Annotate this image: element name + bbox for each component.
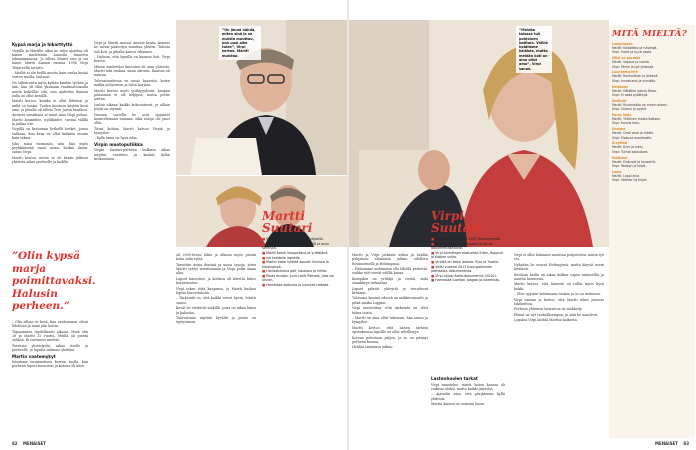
sidebar-answer-virpi: Virpi: Perhe ja työ yhdessä.	[612, 64, 655, 69]
magazine-name: MENAISET	[655, 441, 678, 446]
body-paragraph: Virpi muistelee, miten lasten kanssa oli vaikeaa aluksi, mutta kaikki järjestyi.	[431, 382, 505, 391]
right-column-4b	[431, 375, 505, 433]
body-paragraph: Vuosien varrella he ovat oppineet kuuntelemaan toisiaan, eikä riitoja ole juuri ollut.	[94, 112, 170, 126]
body-paragraph: – Haluamme molemmat olla lähellä perhettä, vaikka työt vievät välillä kauas.	[352, 267, 428, 276]
body-paragraph: Aestiiva aristikuna ei muut aina Virpi puhuu. Martti kuuntelee, nyökkäilee, vastaa välillä ja jatkaa itse.	[12, 113, 88, 126]
right-column-5	[514, 253, 604, 433]
folio-right	[655, 441, 689, 446]
body-paragraph: Virpi tekee töitä kaupassa, ja Martti kuskaa lapsia harrastuksiin.	[176, 286, 256, 295]
body-paragraph: – Tärkeintä on, että kaikki voivat hyvin, Martti sanoo.	[176, 296, 256, 305]
body-paragraph: No silloin mitä myös kylään kuuluu työhön ja niin, kun oli ollut yksinään vaatimattomalla mutta kokeillut sitä, niin ajattelen ihmisiä joilla on ollut kesällä.	[12, 80, 88, 98]
bio-item: ■ Nykyään asuu Helsingissä ja toimii dokumentaaristina.	[431, 242, 505, 250]
body-paragraph: Virpille ja Martille alkoi ne tutta ajatelua oli hänen mielestään Auniolla tunnettu taksiaiamaassa. Jo silloin Martti asui ja sai hänet Martti Aunion vuonna 1994 Virpi Ylöjärvellä tavattu.	[12, 48, 88, 70]
body-paragraph: Kotona puhutaan paljon, ja se on pitänyt perheen koossa.	[352, 335, 428, 344]
sidebar-answer-martti: Martti: Lappi aina.	[612, 173, 641, 178]
body-paragraph: Virpi nauraa ja kertoo, että Martti tekee parasta lohikeittoa.	[514, 297, 604, 306]
left-column-3	[176, 253, 256, 433]
body-paragraph: Kesäisin heillä on aikaa kulkea Lapin tuntureilla ja nauttia luonnosta.	[514, 272, 604, 281]
body-paragraph: Virpillä on kertoman hetkellä hetket, joissa valitaan, kun kesä on ollut kaikkea muuta kuin taksia.	[12, 127, 88, 141]
bio-item: ■ Martti toimii kauppiaana ja yrittäjänä.	[262, 251, 340, 255]
body-paragraph: Tässä kohtaa Martti katsoo Virpiä ja hymyilee.	[94, 126, 170, 135]
sidebar-answer-martti: Martti: Ruuanlaitto on minun alaani.	[612, 102, 668, 107]
body-paragraph: Martin kanssa se onnistui hyvin.	[431, 402, 486, 407]
bio-item: ■ Martti muuttanut Kemiin 1988 ja asuu Kemissä.	[262, 242, 340, 250]
body-paragraph: – Olin silloin se kesä, kun vanhemmat olivat lähdössä ja minä jäin kotiin.	[12, 320, 88, 329]
body-paragraph: Tarvittiin uusia ihmisiä ja uusia tapoja, joten Martti ryhtyi muuttamaan ja Virpi pohti omaa alaa.	[176, 262, 256, 276]
sidebar-answer-martti: Martti: Kalakeitto ja ruisleipä.	[612, 46, 658, 50]
body-paragraph: – Martti on aina ollut tukenani, hän sanoo ja hymyilee.	[352, 315, 428, 325]
page-number: 82	[12, 441, 18, 446]
sidebar-category: Luonteenpiirre	[612, 70, 638, 75]
body-paragraph: Minun mielestäni kasvatus oli aina yhteistä. Martti teki ruokaa, minä siivosin. Ilmassa oli naurua.	[94, 64, 170, 78]
body-paragraph: Joko minä enemmän, niin hän myös pyyhkiäisenä sanoi asian, hetkiä ilman, sanoo Virpi.	[12, 141, 88, 155]
pull-quote: ”Olin kypsä marja poimittavaksi. Halusin perheen.”	[12, 250, 96, 312]
right-column-4	[352, 253, 428, 433]
sidebar-answer-martti: Martti: Oma vene ja mökki.	[612, 131, 655, 136]
sidebar-answer-virpi: Virpi: Kaunis koru.	[612, 121, 641, 126]
sidebar-answer-virpi: Virpi: Teatteri ja kirjat.	[612, 163, 647, 168]
sidebar-category: Paras lahja	[612, 112, 632, 117]
sidebar-sections	[612, 42, 692, 182]
subheading: Virpin muotoputiikka	[94, 141, 143, 147]
sidebar-answer-martti: Martti: Elokuvat ja konsertit.	[612, 159, 656, 164]
sidebar-answer-virpi: Virpi: Välimeri ja kirjat.	[612, 178, 648, 183]
left-column-1b	[12, 320, 88, 432]
bio-item: ■ Voitti vuonna 2013 Jussi-palkinnon parhaasta dokumentista.	[431, 265, 505, 273]
subheading: Martin vaatemykyt	[12, 353, 56, 359]
sidebar-category: Loma	[612, 169, 622, 174]
body-paragraph: – Meiltä ei ole heillä muuta kuin rauha kesää varten nuolla, laulavat.	[12, 71, 88, 80]
sidebar-title: MITÄ MIELTÄ?	[612, 29, 687, 39]
body-paragraph: Nykyään he asuvat Helsingissä, mutta käyvät usein Kemissä.	[514, 262, 604, 272]
folio-left	[12, 441, 46, 446]
bio-name: Martti Suutari	[262, 209, 313, 235]
bio-name: Virpi Suutari	[431, 209, 482, 235]
body-paragraph: Perheen yhteinen harrastus on mökkeily.	[514, 307, 583, 312]
body-paragraph: – Kyllä tämä on hyvä näin.	[94, 136, 138, 141]
bio-item: ■ Harrastuksina golf, kalastus ja hiihto.	[262, 269, 340, 273]
sidebar-answer-martti: Martti: Yhteinen matka Italiaan.	[612, 116, 661, 121]
bio-item: ■ Virpi tunnetaan elokuvista Eden, Hoppuri ja Kotkan sulka.	[431, 251, 505, 259]
body-paragraph: Lapset kasvoivat, ja kodissa oli kiirettä kiitos harrastusten.	[176, 276, 256, 286]
body-paragraph: Tulevaisuus näyttää hyvältä ja perhe on tyytyväinen.	[176, 315, 256, 325]
bio-item: ■ Virpillä on kaksi poikaa, Eino ja Tuomo.	[431, 260, 505, 264]
bio-item: ■ Isä kahdelle lapselle.	[262, 256, 340, 260]
sidebar-answer-martti: Martti: Vapaus ja luonto.	[612, 60, 650, 65]
body-paragraph: Istuimme ensimmäisen kerran tuolla, kun perheen lapset kasvoivat ja kotona oli kiire.	[12, 360, 88, 369]
body-paragraph: Lopuksi Virpi kiittää Marttia kaikesta.	[514, 318, 578, 323]
photo-illustration	[176, 20, 347, 175]
body-paragraph: Martti kertoo, että hänestä on tullut myös hyvä kokki.	[514, 282, 604, 291]
body-paragraph: Virpi ja Martti asuivat Aunion kesän, kunnes he saivat päätettyä muuttaa yhteen. Talosta tuli koti, ja pihalla kasvoi vihannes.	[94, 41, 170, 54]
left-column-1	[12, 41, 88, 246]
bio-item: ■ Martin kaksi tytärtä asuvat Oulussa ja Helsingissä.	[262, 260, 340, 268]
sidebar-category: Heikkous	[612, 84, 628, 89]
body-paragraph: Tulevaisuudessa on uusia haaveita, kuten matka pohjoiseen ja talon korjaus.	[94, 78, 170, 88]
sidebar-answer-martti: Martti: Hätäilee joskus liikaa.	[612, 88, 657, 93]
body-paragraph: – Ajattelin aina, että pärjäämme kyllä yhdessä.	[431, 392, 505, 401]
body-paragraph: – Olen oppinut laittamaan ruokaa ja se on mukavaa.	[514, 292, 601, 297]
sidebar-answer-martti: Martti: Rauhallinen ja järkevä.	[612, 74, 659, 79]
body-paragraph: Martti kertoo, kuinka ei ollut lähtenyt ja miltä se tuntui. Teiden kuntoon käytiin kesä aina, ja pihalla oli silloin Tero Jurtin kesäkoti.	[12, 99, 88, 112]
bio-item: ■ Harrastaa elokuvia ja kuunteli radiota.	[262, 283, 340, 287]
sidebar-category: Unelma	[612, 127, 626, 132]
body-paragraph: Virpi ei ollut halunnut muuttaa pohjoisesta, mutta työ vei.	[514, 253, 604, 262]
sidebar-category: Kulttuuri	[612, 155, 628, 160]
photo-caption-top: ”Meidän talossa tuli pohjoinen kotitalo. Välillä hoidimme kaikkea, mutta meidän koti on aina ollut oma”, Virpi sanoo.	[516, 26, 552, 73]
sidebar-answer-virpi: Virpi: Sushi ja hyvä pasta.	[612, 50, 653, 55]
sidebar-category: Kotityöt	[612, 98, 627, 103]
body-paragraph: Martti ja Virpi jatkavat arkea ja heidän pohjoinen elämänsä jatkuu edelleen Rovaniemellä ja Helsingissä.	[352, 253, 428, 266]
sidebar-answer-martti: Martti: Kiire ja melu.	[612, 145, 644, 150]
sidebar-category: Mikä on parasta	[612, 56, 641, 61]
subheading: Lastenhuolen tarkat	[431, 376, 478, 381]
body-paragraph: – Halusin, että lapsilla on kunnon koti, Virpi kertoo.	[94, 55, 170, 64]
sidebar-answer-virpi: Virpi: Elokuva maailmalle.	[612, 135, 653, 140]
bio-item: ■ Harrastaa luontoa, joogaa ja lukemista.	[431, 278, 505, 282]
body-paragraph: Martti kertoo, että hänen tärkein opetuksensa lapsille on ollut rehellisyys.	[352, 325, 428, 335]
page-number: 83	[683, 441, 689, 446]
sidebar-answer-virpi: Virpi: Siivous ja pyykit.	[612, 107, 648, 112]
intro-heading: Kypsä marja ja hikarttyttö	[12, 42, 73, 47]
sidebar-answer-virpi: Virpi: Turhat kokoukset.	[612, 149, 649, 154]
magazine-name: MENAISET	[22, 441, 46, 446]
sidebar-category: Ärsyttää	[612, 141, 627, 146]
bio-item: ■ Ohjaaja syntyi 21.4.1967 Rovaniemellä.	[431, 237, 505, 241]
bio-martti	[262, 210, 340, 435]
body-paragraph: Tarvitsin yhteistyötä, aikaa itselle ja perheelle, ja lopulta tulimme yhdeksi.	[12, 343, 88, 353]
sidebar-category: Lempiruoka	[612, 42, 633, 46]
sidebar-answer-virpi: Virpi: Ei osaa pysähtyä.	[612, 92, 649, 97]
bio-item: ■ Virpi ohjasi Aalto-dokumentin (2020).	[431, 274, 505, 278]
body-paragraph: oli 2000-luvun lukio ja alkuun myös pientä kotia sekä työtä.	[176, 253, 256, 262]
body-paragraph: Heidän tarinansa jatkuu.	[352, 345, 394, 350]
body-paragraph: Joulun aikaan kaikki kokoontuvat, ja silloin pöytä on täynnä.	[94, 102, 170, 112]
body-paragraph: Martti kertoo, miten se oli kesän jälkeen yhteistä aikaa perheelle ja kodille.	[12, 155, 88, 164]
body-paragraph: Lapset pitävät yhteyttä ja vierailevat kesäisin.	[352, 286, 428, 295]
bio-item: ■ Syntynyt vuonna 1958 Seinäjoella.	[262, 237, 340, 241]
photo-caption: ”On jännä nähdä, miten sinä ja se muisto muuttuu, kun uusi aika tulee”, Virpi kertoo. Martti muistaa.	[219, 26, 261, 60]
photo-martti-reading	[176, 20, 347, 175]
body-paragraph: Kesät he viettävät mökillä, jossa on aikaa lukea ja kalastaa.	[176, 306, 256, 315]
qa-sidebar	[609, 25, 695, 438]
sidebar-answer-virpi: Virpi: Innostunut ja sinnikäs.	[612, 78, 656, 83]
body-paragraph: Martti kertoo myös yrittäjyydestä: kaupan pitäminen ei ole helppoa, mutta perhe auttaa.	[94, 88, 170, 102]
body-paragraph: Kumpikin on yrittäjä ja tietää, mitä sinnikkyys tarkoittaa.	[352, 276, 428, 286]
body-paragraph: Virpin Suutari-perheen bulkista aikaa myytiin vaatteita ja kenkiä kylän keskustassa.	[94, 148, 170, 162]
body-paragraph: Tapaaminen täydellisesti aikaan. Minä olin 28 ja Martti 32 vuotta. Meillä oli pientä sähköä. Ei tarvinnut miettiä.	[12, 329, 88, 343]
bio-item: ■ Paras muisto: Juuri-Lahti Pamela, joka toi onnen.	[262, 274, 340, 282]
body-paragraph: Tulevana kesänä edessä on mökkiremontti ja pitkä matka Lappiin.	[352, 296, 428, 305]
body-paragraph: Virpi muistuttaa, että tärkeintä on ollut tukea toista.	[352, 306, 428, 315]
left-column-2	[94, 41, 170, 433]
body-paragraph: Elämä on nyt rauhallisempaa, ja siitä he nauttivat.	[514, 312, 599, 317]
